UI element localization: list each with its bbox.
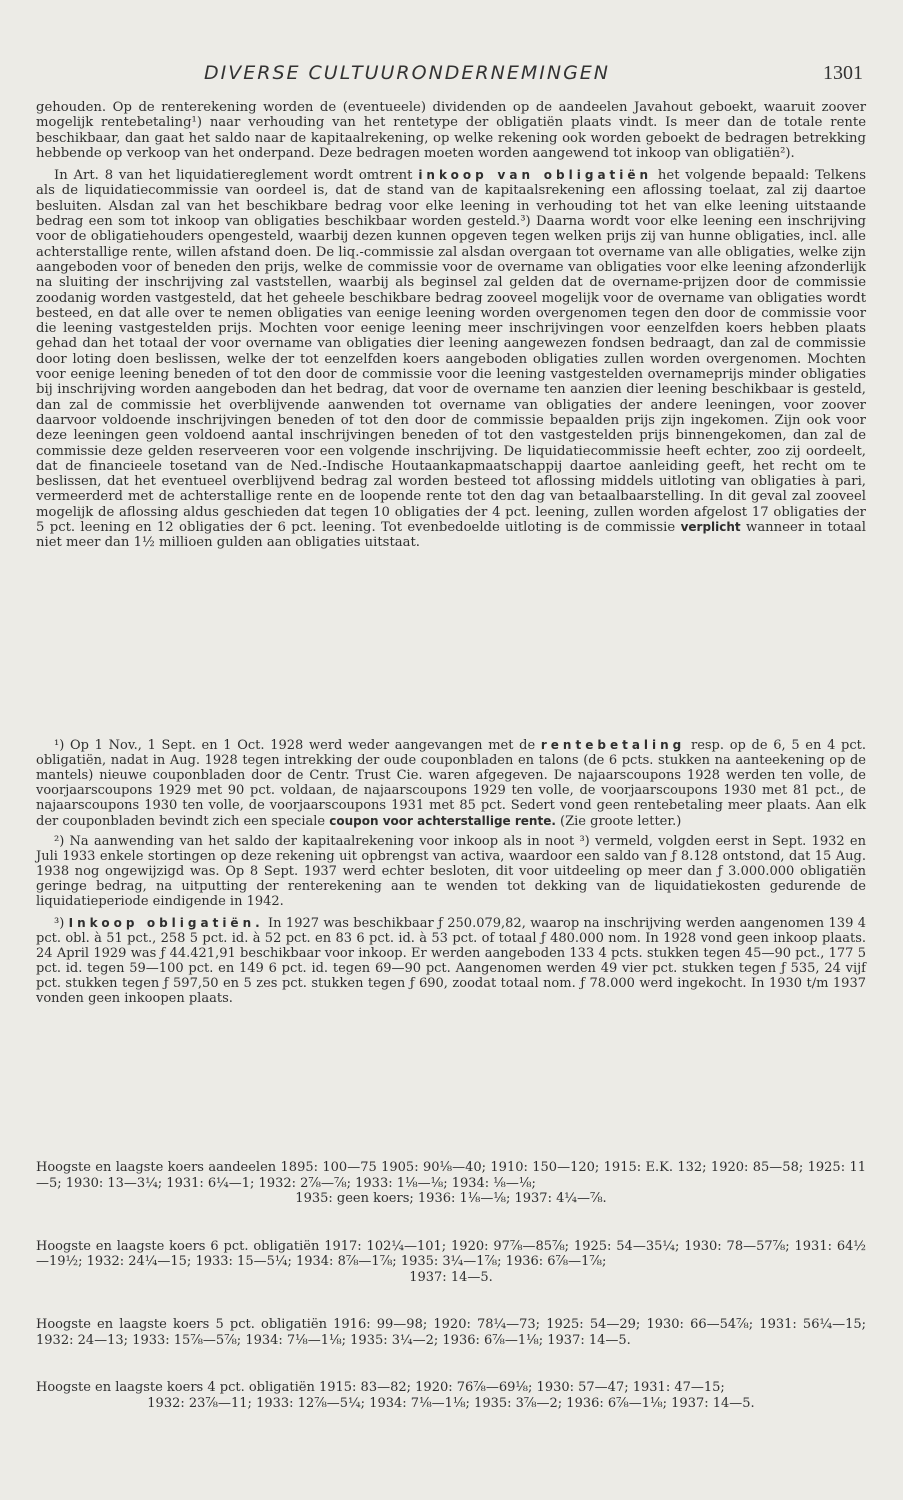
main-text bbox=[36, 100, 866, 551]
quote-text-end: 1932: 23⅞—11; 1933: 12⅞—5¼; 1934: 7⅛—1⅛; 1935: 3⅞—2; 1936: 6⅞—1⅛; 1937: 14—5. bbox=[147, 1395, 755, 1411]
text-run: (Zie groote letter.) bbox=[555, 813, 682, 829]
spaced-emphasis: inkoop van obligatiën bbox=[418, 168, 653, 183]
text-run: Na aanwending van het saldo der kapitaalrekening voor inkoop als in noot ³) vermeld, volgden eerst in Sept. 1932 en Juli 1933 enkele stortingen op deze rekening uit opbrengst van activa, waardoor een saldo van ƒ 8.128 ontstond, dat 15 Aug. 1938 nog ongewijzigd was. Op 8 Sept. 1937 werd echter besloten, dit voor uitdeeling op meer dan ƒ 3.000.000 obligatiën geringe bedrag, na uitputting der renterekening aan te wenden tot dekking van de liquidatiekosten gedurende de liquidatieperiode eindigende in 1942. bbox=[36, 834, 866, 910]
quote-aandeelen bbox=[36, 1160, 866, 1207]
running-header bbox=[36, 62, 863, 86]
bold-emphasis: verplicht bbox=[680, 520, 741, 535]
page-number: 1301 bbox=[823, 62, 863, 84]
footnotes bbox=[36, 738, 866, 1012]
quote-text: Hoogste en laagste koers 4 pct. obligatiën 1915: 83—82; 1920: 76⅞—69⅛; 1930: 57—47; 1931: 47—15; bbox=[36, 1380, 725, 1395]
running-title: DIVERSE CULTUURONDERNEMINGEN bbox=[204, 62, 611, 84]
paragraph-inkoop-obligatien bbox=[36, 168, 866, 550]
quote-text: Hoogste en laagste koers aandeelen 1895: 100—75 1905: 90⅛—40; 1910: 150—120; 1915: E.K. 132; 1920: 85—58; 1925: 11—5; 1930: 13—3¼; 1931: 6¼—1; 1932: 2⅞—⅞; 1933: 1⅛—⅛; 1934: ⅛—⅛; bbox=[36, 1160, 866, 1191]
quote-6pct-obligatien bbox=[36, 1239, 866, 1286]
text-run: Op 1 Nov., 1 Sept. en 1 Oct. 1928 werd weder aangevangen met de bbox=[64, 738, 541, 753]
price-quotations bbox=[36, 1160, 866, 1443]
quote-4pct-obligatien bbox=[36, 1380, 866, 1411]
paragraph-renterekening: gehouden. Op de renterekening worden de (eventueele) dividenden op de aandeelen Javahout geboekt, waaruit zoover mogelijk rentebetaling¹) naar verhouding van het rentetype der obligatiën plaats vindt. Is meer dan de totale rente beschikbaar, dan gaat het saldo naar de kapitaalrekening, op welke rekening ook worden geboekt de bedragen betrekking hebbende op verkoop van het onderpand. Deze bedragen moeten worden aangewend tot inkoop van obligatiën²). bbox=[36, 100, 866, 161]
footnote-mark: ²) bbox=[54, 834, 65, 850]
text-run: wanneer in totaal niet meer dan 1½ millioen gulden aan obligaties uitstaat. bbox=[36, 520, 866, 551]
quote-text-end: 1937: 14—5. bbox=[409, 1269, 493, 1285]
text-run: In 1927 was beschikbaar ƒ 250.079,82, waarop na inschrijving werden aangenomen 139 4 pct. obl. à 51 pct., 258 5 pct. id. à 52 pct. en 83 6 pct. id. à 53 pct. of totaal ƒ 480.000 nom. In 1928 vond geen inkoop plaats. 24 April 1929 was ƒ 44.421,91 beschikbaar voor inkoop. Er werden aangeboden 133 4 pcts. stukken tegen 45—90 pct., 177 5 pct. id. tegen 59—100 pct. en 149 6 pct. id. tegen 69—90 pct. Aangenomen werden 49 vier pct. stukken tegen ƒ 535, 24 vijf pct. stukken tegen ƒ 597,50 en 5 zes pct. stukken tegen ƒ 690, zoodat totaal nom. ƒ 78.000 werd ingekocht. In 1930 t/m 1937 vonden geen inkoopen plaats. bbox=[36, 915, 866, 1006]
footnote-mark: ¹) bbox=[54, 738, 65, 753]
quote-text: Hoogste en laagste koers 5 pct. obligatiën 1916: 99—98; 1920: 78¼—73; 1925: 54—29; 1930: 66—54⅞; 1931: 56¼—15; 1932: 24—13; 1933: 15⅞—5⅞; 1934: 7⅛—1⅛; 1935: 3¼—2; 1936: 6⅞—1⅛; 1937: 14—5. bbox=[36, 1317, 866, 1348]
quote-text: Hoogste en laagste koers 6 pct. obligatiën 1917: 102¼—101; 1920: 97⅞—85⅞; 1925: 54—35¼; 1930: 78—57⅞; 1931: 64½—19½; 1932: 24¼—15; 1933: 15—5¼; 1934: 8⅞—1⅞; 1935: 3¼—1⅞; 1936: 6⅞—1⅞; bbox=[36, 1238, 866, 1269]
quote-5pct-obligatien bbox=[36, 1317, 866, 1348]
text-run: resp. op de 6, 5 en 4 pct. obligatiën, nadat in Aug. 1928 tegen intrekking der oude couponbladen en talons (de 6 pcts. stukken na aanteekening op de mantels) nieuwe couponbladen door de Centr. Trust Cie. waren afgegeven. De najaarscoupons 1928 werden ten volle, de voorjaarscoupons 1929 met 90 pct. voldaan, de najaarscoupons 1929 ten volle, de voorjaarscoupons 1930 met 81 pct., de najaarscoupons 1930 ten volle, de voorjaarscoupons 1931 met 85 pct. Sedert vond geen rentebetaling meer plaats. Aan elk der couponbladen bevindt zich een speciale bbox=[36, 738, 866, 829]
quote-text-end: 1935: geen koers; 1936: 1⅛—⅛; 1937: 4¼—⅞. bbox=[295, 1191, 607, 1206]
text-run: het volgende bepaald: Telkens als de liquidatiecommissie van oordeel is, dat de stand van de kapitaalsrekening een aflossing toelaat, zal zij daartoe besluiten. Alsdan zal van het beschikbare bedrag voor elke leening in verhouding tot het van elke leening uitstaande bedrag een som tot inkoop van obligaties beschikbaar worden gesteld.³) Daarna wordt voor elke leening een inschrijving voor de obligatiehouders opengesteld, waarbij dezen kunnen opgeven tegen welken prijs zij van hunne obligaties, incl. alle achterstallige rente, willen afstand doen. De liq.-commissie zal alsdan overgaan tot overname van alle obligaties, welke zijn aangeboden voor of beneden den prijs, welke de commissie voor de overname van obligaties voor elke leening afzonderlijk na sluiting der inschrijving zal vaststellen, waarbij als beginsel zal gelden dat de overname-prijzen door de commissie zoodanig worden vastgesteld, dat het geheele beschikbare bedrag zooveel mogelijk voor de overname van obligaties wordt besteed, en dat alle over te nemen obligaties van eenige leening worden overgenomen tegen den door de commissie voor die leening vastgestelden prijs. Mochten voor eenige leening meer inschrijvingen voor eenzelfden koers hebben plaats gehad dan het totaal der voor overname van obligaties dier leening aangewezen fondsen bedraagt, dan zal de commissie door loting doen beslissen, welke der tot eenzelfden koers aangeboden obligaties zullen worden overgenomen. Mochten voor eenige leening beneden of tot den door de commissie voor die leening vastgestelden overnameprijs minder obligaties bij inschrijving worden aangeboden dan het bedrag, dat voor de overname ten aanzien dier leening beschikbaar is gesteld, dan zal de commissie het overblijvende aanwenden tot overname van obligaties der andere leeningen, voor zoover daarvoor voldoende inschrijvingen beneden of tot den door de commissie bepaalden prijs zijn ingekomen. Zijn ook voor deze leeningen geen voldoend aantal inschrijvingen beneden of tot den vastgestelden prijs binnengekomen, dan zal de commissie deze gelden reserveeren voor een volgende inschrijving. De liquidatiecommissie heeft echter, zoo zij oordeelt, dat de financieele tosetand van de Ned.-Indische Houtaankapmaatschappij daartoe aanleiding geeft, het recht om te beslissen, dat het eventueel overblijvend bedrag zal worden besteed tot aflossing middels uitloting van obligaties à pari, vermeerderd met de achterstallige rente en de loopende rente tot den dag van betaalbaarstelling. In dit geval zal zooveel mogelijk de aflossing aldus geschieden dat tegen 10 obligaties der 4 pct. leening, zullen worden afgelost 17 obligaties der 5 pct. leening en 12 obligaties der 6 pct. leening. Tot evenbedoelde uitloting is de commissie bbox=[36, 168, 866, 536]
footnote-3 bbox=[36, 916, 866, 1006]
footnote-2 bbox=[36, 835, 866, 910]
spaced-emphasis: rentebetaling bbox=[540, 738, 686, 752]
footnote-1 bbox=[36, 738, 866, 829]
footnote-mark: ³) bbox=[54, 915, 65, 931]
spaced-emphasis: Inkoop obligatiën. bbox=[68, 915, 264, 930]
bold-emphasis: coupon voor achterstallige rente. bbox=[329, 813, 556, 828]
text-run: In Art. 8 van het liquidatiereglement wordt omtrent bbox=[54, 168, 419, 184]
